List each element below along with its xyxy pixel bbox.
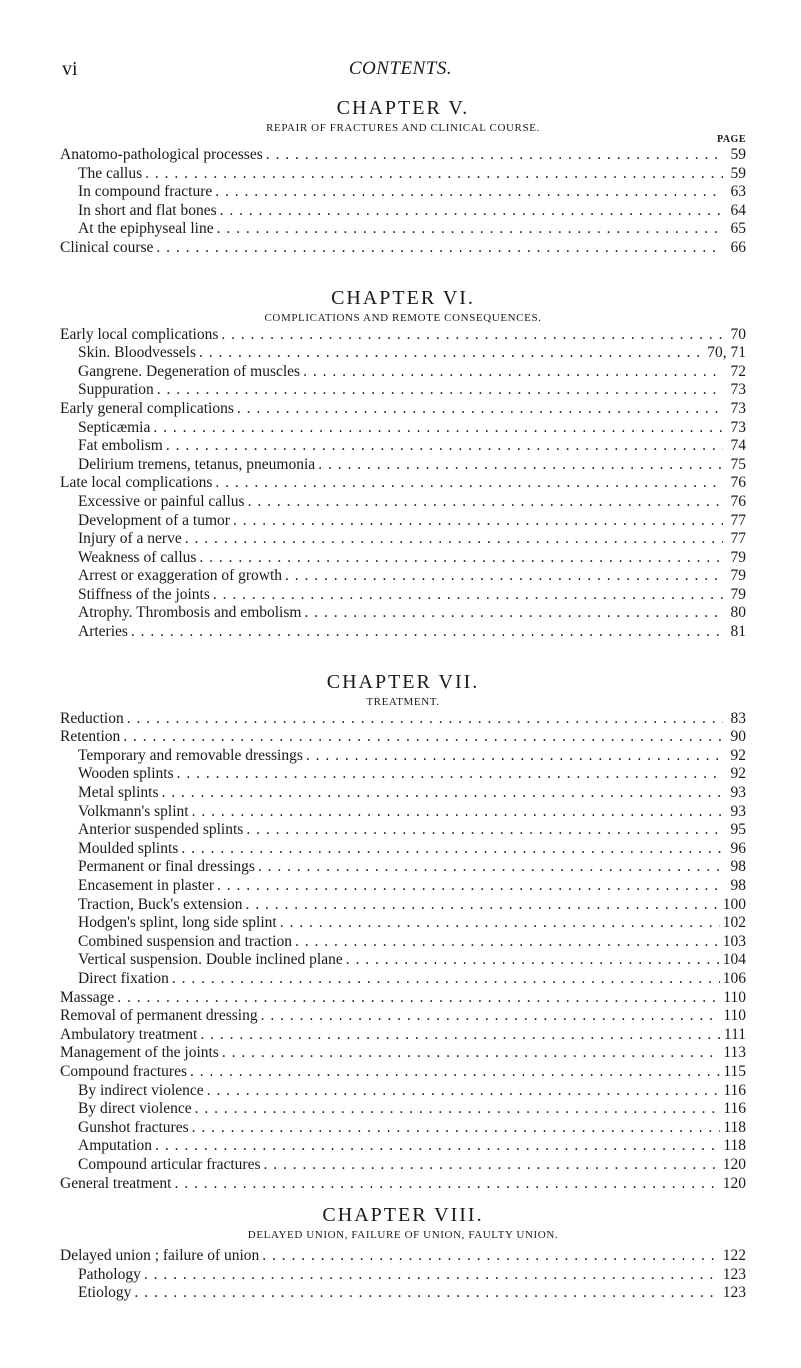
toc-entry-page: 93 xyxy=(730,802,746,820)
page-folio: vi xyxy=(62,58,78,80)
toc-entry-label: Early general complications xyxy=(60,399,234,417)
dot-leader xyxy=(192,1119,721,1138)
toc-entry-page: 79 xyxy=(730,567,746,585)
dot-leader xyxy=(117,989,720,1008)
toc-entry-label: Anterior suspended splints xyxy=(78,821,244,839)
toc-entry-page: 92 xyxy=(730,746,746,764)
chapter-section xyxy=(60,96,746,258)
dot-leader xyxy=(266,146,723,165)
toc-entry-label: By direct violence xyxy=(78,1100,192,1118)
toc-entry-page: 77 xyxy=(730,511,746,529)
toc-entry-label: Reduction xyxy=(60,709,124,727)
toc-entry-label: Weakness of callus xyxy=(78,548,197,566)
toc-entry xyxy=(60,183,746,202)
toc-entry xyxy=(60,784,746,803)
toc-entry xyxy=(60,1119,746,1138)
toc-entry-page: 70, 71 xyxy=(707,344,746,362)
dot-leader xyxy=(134,1284,719,1303)
toc-entry-label: Wooden splints xyxy=(78,765,174,783)
toc-entry xyxy=(60,877,746,896)
dot-leader xyxy=(199,344,704,363)
chapter-title: CHAPTER VII. xyxy=(326,670,480,693)
toc-entry-label: Massage xyxy=(60,988,115,1006)
toc-entry-page: 102 xyxy=(722,914,746,932)
toc-entry-label: General treatment xyxy=(60,1174,172,1192)
dot-leader xyxy=(285,567,723,586)
toc-entry-page: 123 xyxy=(722,1265,746,1283)
dot-leader xyxy=(131,623,723,642)
toc-entry xyxy=(60,512,746,531)
toc-entry-label: Permanent or final dressings xyxy=(78,858,255,876)
chapter-section xyxy=(60,1203,746,1303)
toc-entry xyxy=(60,896,746,915)
toc-entry-label: Fat embolism xyxy=(78,437,163,455)
toc-entry-label: Etiology xyxy=(78,1284,132,1302)
toc-entry xyxy=(60,765,746,784)
toc-entry-page: 66 xyxy=(730,238,746,256)
toc-entry-label: Excessive or painful callus xyxy=(78,492,245,510)
toc-entry xyxy=(60,530,746,549)
toc-entry-label: Early local complications xyxy=(60,325,219,343)
toc-entry-label: Direct fixation xyxy=(78,969,169,987)
toc-entry xyxy=(60,1082,746,1101)
toc-entry-page: 72 xyxy=(730,362,746,380)
toc-entry-label: Delayed union ; failure of union xyxy=(60,1247,260,1265)
toc-entry-list xyxy=(60,146,746,258)
dot-leader xyxy=(306,747,723,766)
toc-entry-page: 110 xyxy=(723,988,746,1006)
toc-entry-page: 115 xyxy=(723,1062,746,1080)
toc-entry-label: Late local complications xyxy=(60,474,213,492)
toc-entry-label: Suppuration xyxy=(78,381,154,399)
toc-entry-label: Ambulatory treatment xyxy=(60,1025,198,1043)
toc-entry-page: 63 xyxy=(730,183,746,201)
toc-entry-page: 73 xyxy=(730,399,746,417)
dot-leader xyxy=(258,858,723,877)
chapter-subtitle: COMPLICATIONS AND REMOTE CONSEQUENCES. xyxy=(264,311,542,324)
toc-entry-label: Development of a tumor xyxy=(78,511,230,529)
toc-entry-label: Pathology xyxy=(78,1265,141,1283)
toc-entry-page: 83 xyxy=(730,709,746,727)
dot-leader xyxy=(172,970,720,989)
toc-entry xyxy=(60,1284,746,1303)
toc-entry xyxy=(60,1063,746,1082)
toc-entry-page: 118 xyxy=(723,1118,746,1136)
toc-entry-label: Clinical course xyxy=(60,238,154,256)
toc-entry-page: 92 xyxy=(730,765,746,783)
toc-entry-label: Stiffness of the joints xyxy=(78,585,210,603)
toc-entry xyxy=(60,747,746,766)
toc-entry-page: 81 xyxy=(730,623,746,641)
toc-entry xyxy=(60,1100,746,1119)
toc-entry xyxy=(60,146,746,165)
toc-entry-label: Delirium tremens, tetanus, pneumonia xyxy=(78,455,316,473)
dot-leader xyxy=(262,1247,719,1266)
toc-entry-page: 123 xyxy=(722,1284,746,1302)
dot-leader xyxy=(295,933,720,952)
toc-entry xyxy=(60,549,746,568)
toc-entry-label: Moulded splints xyxy=(78,839,179,857)
toc-entry-page: 96 xyxy=(730,839,746,857)
table-of-contents xyxy=(60,96,746,1303)
toc-entry xyxy=(60,419,746,438)
toc-entry-page: 64 xyxy=(730,201,746,219)
toc-entry-page: 76 xyxy=(730,492,746,510)
toc-entry-list xyxy=(60,326,746,642)
dot-leader xyxy=(123,728,723,747)
chapter-subtitle: REPAIR OF FRACTURES AND CLINICAL COURSE. xyxy=(266,122,540,134)
dot-leader xyxy=(237,400,723,419)
dot-leader xyxy=(174,1175,719,1194)
dot-leader xyxy=(157,381,723,400)
toc-entry xyxy=(60,456,746,475)
toc-entry xyxy=(60,933,746,952)
dot-leader xyxy=(303,363,723,382)
dot-leader xyxy=(195,1100,721,1119)
toc-entry xyxy=(60,728,746,747)
toc-entry-page: 104 xyxy=(722,951,746,969)
toc-entry-page: 75 xyxy=(730,455,746,473)
toc-entry xyxy=(60,326,746,345)
toc-entry-label: Anatomo-pathological processes xyxy=(60,146,263,163)
chapter-title: CHAPTER VIII. xyxy=(322,1204,484,1227)
toc-entry-label: Retention xyxy=(60,728,121,746)
toc-entry-page: 118 xyxy=(723,1137,746,1155)
toc-entry-label: Metal splints xyxy=(78,784,159,802)
dot-leader xyxy=(220,202,723,221)
dot-leader xyxy=(215,183,723,202)
chapter-section xyxy=(60,286,746,642)
toc-entry-label: The callus xyxy=(78,164,143,182)
toc-entry-page: 122 xyxy=(722,1247,746,1265)
dot-leader xyxy=(248,493,723,512)
toc-entry-page: 80 xyxy=(730,604,746,622)
toc-entry-label: Hodgen's splint, long side splint xyxy=(78,914,277,932)
toc-entry-page: 79 xyxy=(730,548,746,566)
dot-leader xyxy=(155,1137,720,1156)
running-head xyxy=(0,58,801,82)
dot-leader xyxy=(181,840,723,859)
toc-entry xyxy=(60,202,746,221)
toc-entry xyxy=(60,989,746,1008)
toc-entry-page: 70 xyxy=(730,325,746,343)
dot-leader xyxy=(222,1044,720,1063)
dot-leader xyxy=(217,877,723,896)
toc-entry-page: 59 xyxy=(730,164,746,182)
toc-entry xyxy=(60,437,746,456)
toc-entry xyxy=(60,1007,746,1026)
dot-leader xyxy=(261,1007,721,1026)
running-head-title: CONTENTS. xyxy=(348,58,453,79)
toc-entry-page: 93 xyxy=(730,784,746,802)
toc-entry-label: Management of the joints xyxy=(60,1044,219,1062)
toc-entry xyxy=(60,474,746,493)
toc-entry-page: 95 xyxy=(730,821,746,839)
toc-entry-page: 111 xyxy=(723,1025,746,1043)
toc-entry-label: Removal of permanent dressing xyxy=(60,1007,258,1025)
toc-entry-label: Septicæmia xyxy=(78,418,151,436)
toc-entry xyxy=(60,363,746,382)
toc-entry-label: In compound fracture xyxy=(78,183,213,201)
dot-leader xyxy=(127,710,723,729)
toc-entry xyxy=(60,381,746,400)
toc-entry-label: Volkmann's splint xyxy=(78,802,189,820)
dot-leader xyxy=(246,821,723,840)
toc-entry-page: 116 xyxy=(723,1081,746,1099)
dot-leader xyxy=(233,512,723,531)
toc-entry xyxy=(60,803,746,822)
toc-entry-page: 74 xyxy=(730,437,746,455)
dot-leader xyxy=(185,530,723,549)
chapter-section xyxy=(60,670,746,1193)
toc-entry xyxy=(60,586,746,605)
chapter-title: CHAPTER VI. xyxy=(331,286,475,309)
toc-entry-label: Atrophy. Thrombosis and embolism xyxy=(78,604,302,622)
toc-entry-label: By indirect violence xyxy=(78,1081,204,1099)
toc-entry-label: Skin. Bloodvessels xyxy=(78,344,196,362)
dot-leader xyxy=(177,765,723,784)
toc-entry-page: 90 xyxy=(730,728,746,746)
toc-entry xyxy=(60,1266,746,1285)
dot-leader xyxy=(280,914,720,933)
dot-leader xyxy=(166,437,723,456)
toc-entry xyxy=(60,840,746,859)
toc-entry-label: Compound fractures xyxy=(60,1062,187,1080)
dot-leader xyxy=(145,165,723,184)
toc-entry-page: 100 xyxy=(722,895,746,913)
toc-entry xyxy=(60,1044,746,1063)
toc-entry-page: 73 xyxy=(730,418,746,436)
dot-leader xyxy=(192,803,723,822)
toc-entry-page: 65 xyxy=(730,220,746,238)
dot-leader xyxy=(153,419,723,438)
toc-entry xyxy=(60,1247,746,1266)
dot-leader xyxy=(144,1266,720,1285)
toc-entry-label: Traction, Buck's extension xyxy=(78,895,243,913)
toc-entry xyxy=(60,1175,746,1194)
toc-entry-list xyxy=(60,710,746,1193)
toc-entry-page: 76 xyxy=(730,474,746,492)
toc-entry xyxy=(60,239,746,258)
toc-entry xyxy=(60,344,746,363)
toc-entry-page: 77 xyxy=(730,530,746,548)
toc-entry-label: Arrest or exaggeration of growth xyxy=(78,567,283,585)
toc-entry xyxy=(60,220,746,239)
toc-entry xyxy=(60,623,746,642)
toc-entry xyxy=(60,821,746,840)
toc-entry xyxy=(60,951,746,970)
page-column-label: PAGE xyxy=(716,134,746,145)
toc-entry xyxy=(60,858,746,877)
toc-entry xyxy=(60,970,746,989)
toc-entry-label: Encasement in plaster xyxy=(78,877,215,894)
toc-entry-label: Amputation xyxy=(78,1137,153,1155)
toc-entry xyxy=(60,165,746,184)
toc-entry-page: 110 xyxy=(723,1007,746,1025)
dot-leader xyxy=(217,220,723,239)
toc-entry-label: At the epiphyseal line xyxy=(78,220,214,238)
chapter-subtitle: DELAYED UNION, FAILURE OF UNION, FAULTY UNION. xyxy=(247,1229,559,1242)
dot-leader xyxy=(156,239,723,258)
toc-entry-label: Arteries xyxy=(78,623,128,641)
dot-leader xyxy=(207,1082,721,1101)
toc-entry-page: 106 xyxy=(722,969,746,987)
dot-leader xyxy=(190,1063,720,1082)
dot-leader xyxy=(200,1026,721,1045)
dot-leader xyxy=(213,586,723,605)
toc-entry-label: Gunshot fractures xyxy=(78,1118,189,1136)
dot-leader xyxy=(304,604,723,623)
toc-entry-page: 98 xyxy=(730,877,746,894)
toc-entry xyxy=(60,567,746,586)
toc-entry-page: 59 xyxy=(730,146,746,163)
toc-entry xyxy=(60,1156,746,1175)
toc-entry xyxy=(60,1026,746,1045)
toc-entry-page: 103 xyxy=(722,932,746,950)
toc-entry xyxy=(60,604,746,623)
toc-entry-page: 120 xyxy=(722,1155,746,1173)
toc-entry-label: In short and flat bones xyxy=(78,201,217,219)
toc-entry-page: 116 xyxy=(723,1100,746,1118)
toc-entry-page: 98 xyxy=(730,858,746,876)
dot-leader xyxy=(221,326,723,345)
dot-leader xyxy=(215,474,723,493)
dot-leader xyxy=(264,1156,720,1175)
dot-leader xyxy=(246,896,720,915)
toc-entry-page: 120 xyxy=(722,1174,746,1192)
toc-entry-label: Compound articular fractures xyxy=(78,1155,261,1173)
toc-entry xyxy=(60,493,746,512)
toc-entry-page: 79 xyxy=(730,585,746,603)
dot-leader xyxy=(346,951,720,970)
toc-entry xyxy=(60,400,746,419)
toc-entry-page: 113 xyxy=(723,1044,746,1062)
toc-entry-label: Temporary and removable dressings xyxy=(78,746,303,764)
toc-entry-list xyxy=(60,1247,746,1303)
toc-entry-label: Vertical suspension. Double inclined plane xyxy=(78,951,343,969)
dot-leader xyxy=(162,784,723,803)
toc-entry-label: Combined suspension and traction xyxy=(78,932,292,950)
dot-leader xyxy=(199,549,723,568)
chapter-title: CHAPTER V. xyxy=(336,97,470,119)
toc-entry xyxy=(60,710,746,729)
toc-entry xyxy=(60,1137,746,1156)
dot-leader xyxy=(318,456,723,475)
toc-entry-page: 73 xyxy=(730,381,746,399)
toc-entry-label: Injury of a nerve xyxy=(78,530,182,548)
toc-entry-label: Gangrene. Degeneration of muscles xyxy=(78,362,301,380)
chapter-subtitle: TREATMENT. xyxy=(366,695,440,708)
toc-entry xyxy=(60,914,746,933)
